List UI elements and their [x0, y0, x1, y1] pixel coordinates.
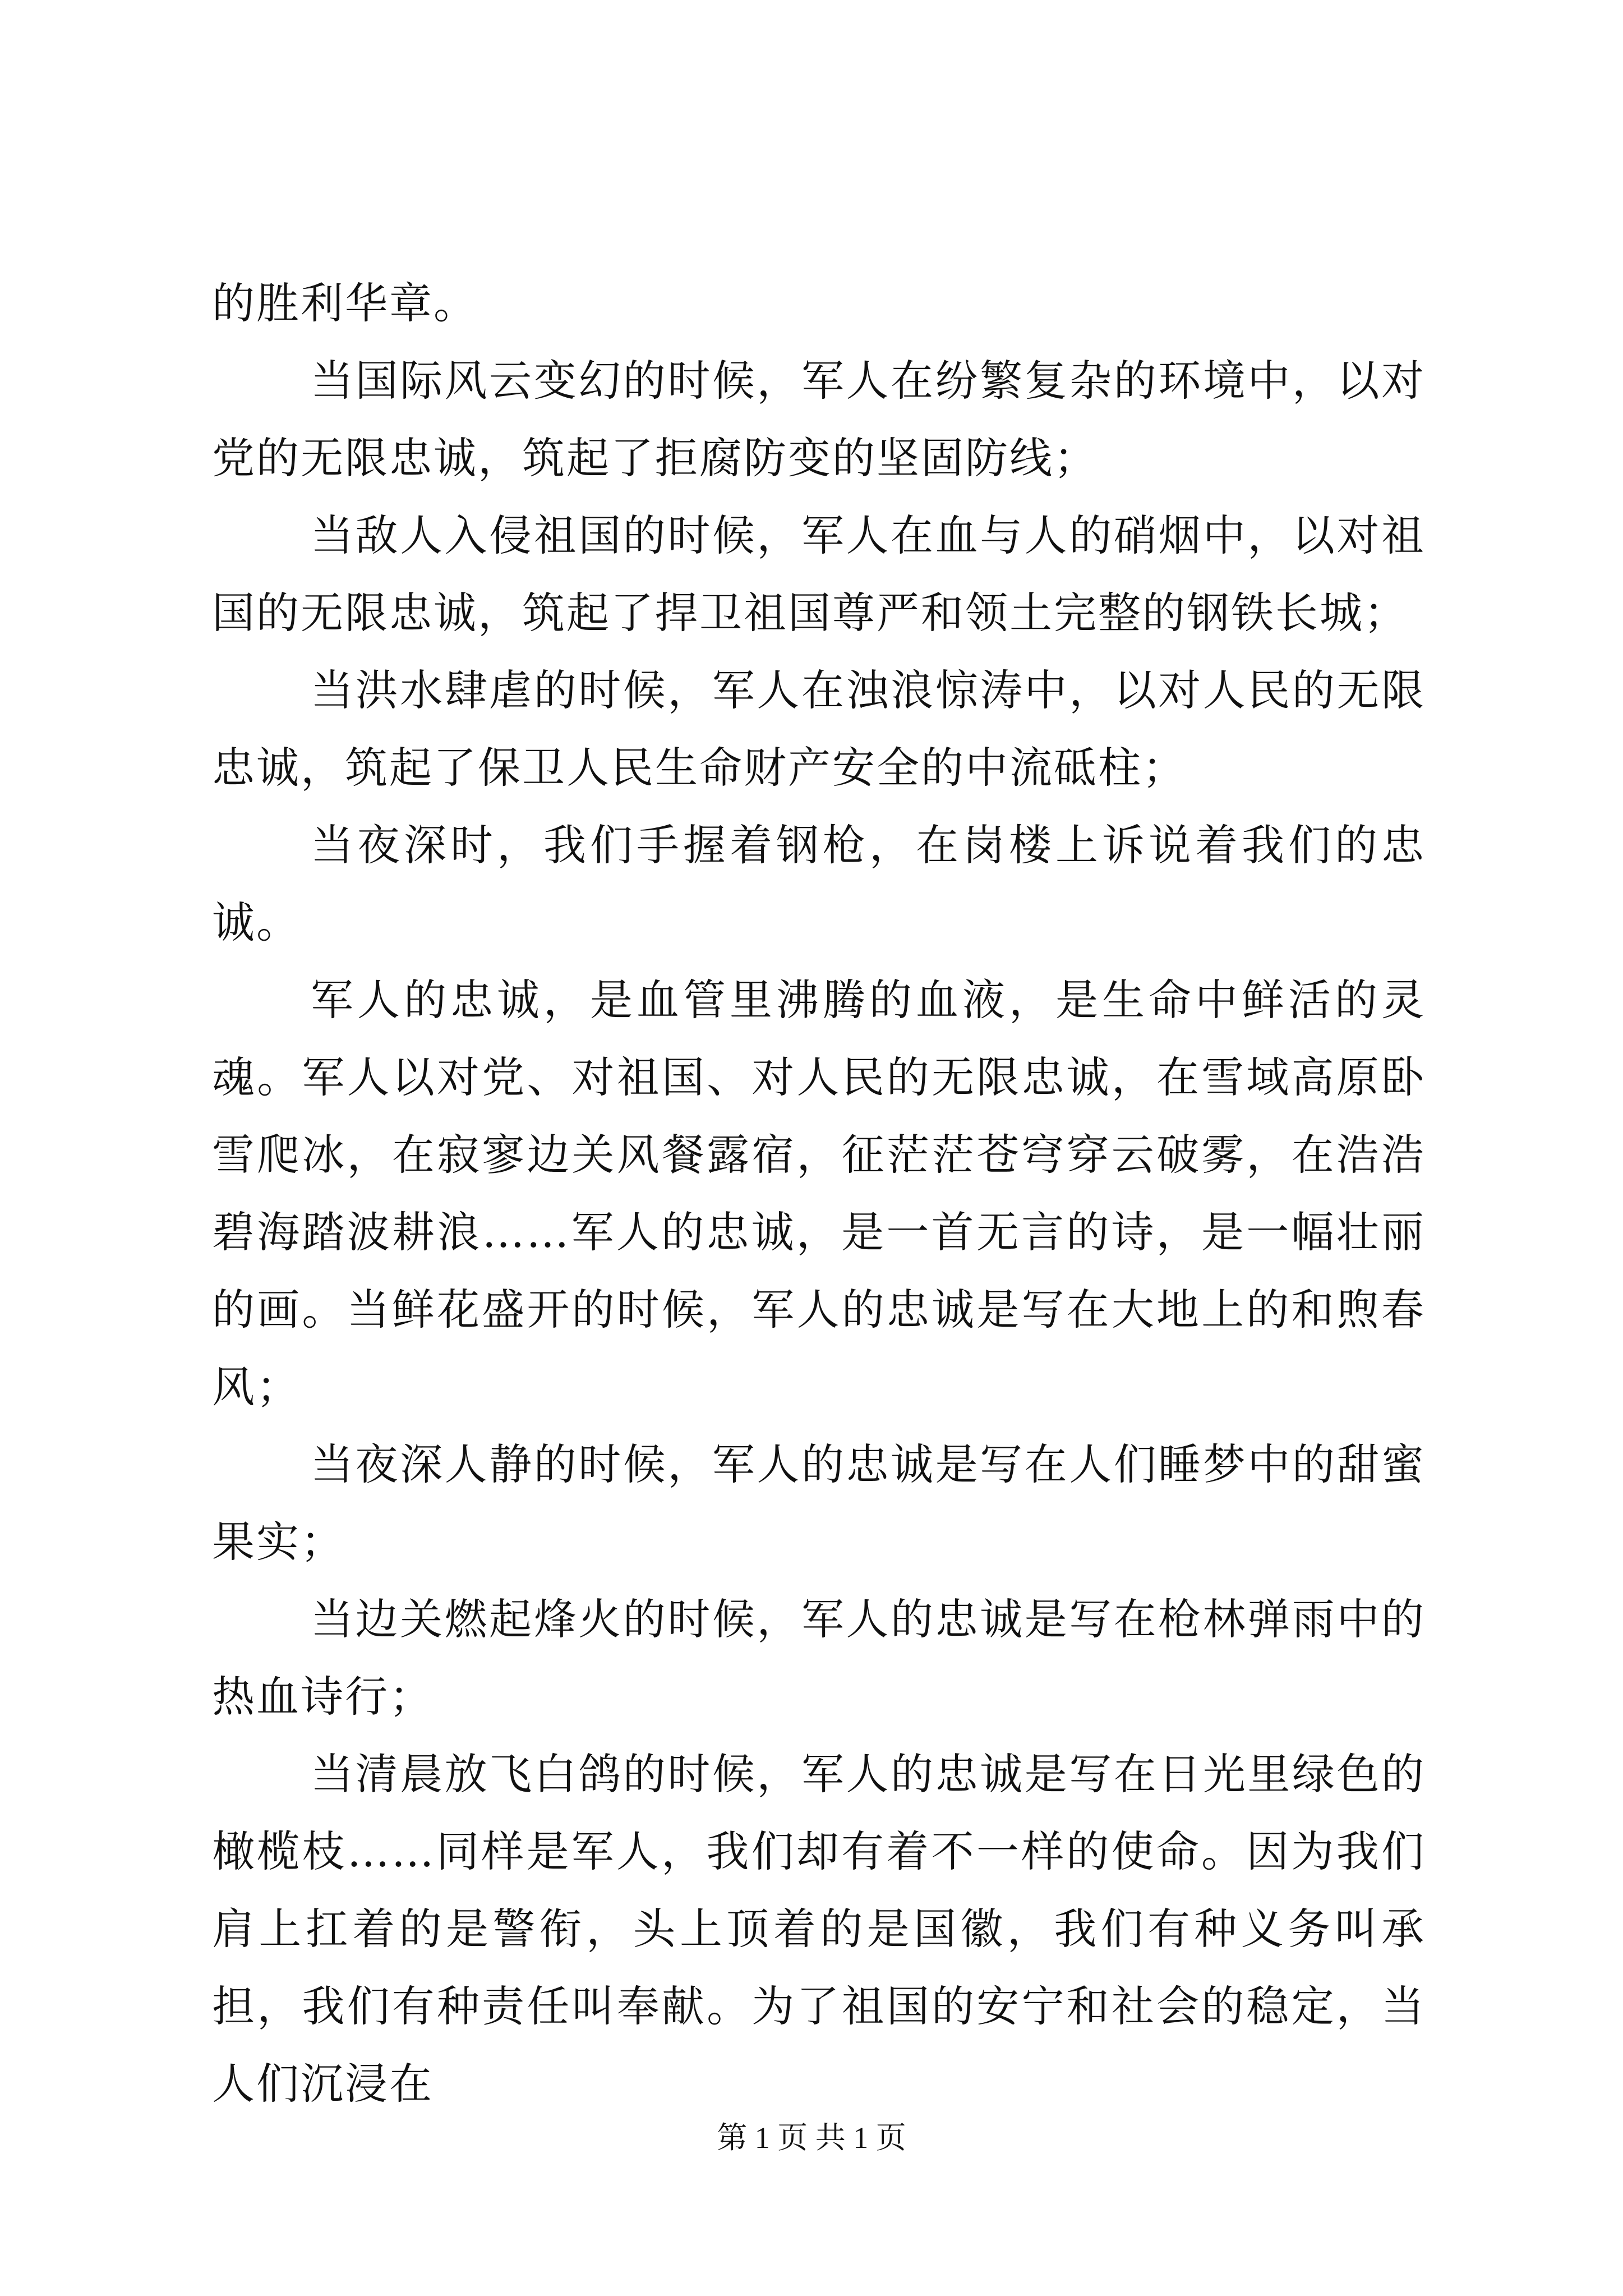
paragraph-quiet-night: 当夜深人静的时候，军人的忠诚是写在人们睡梦中的甜蜜果实；	[212, 1439, 1426, 1567]
paragraph-border-fire: 当边关燃起烽火的时候，军人的忠诚是写在枪林弹雨中的热血诗行；	[212, 1594, 1426, 1722]
document-body	[212, 265, 1426, 2123]
page-footer: 第 1 页 共 1 页	[717, 2121, 906, 2155]
paragraph-people-loyalty: 当洪水肆虐的时候，军人在浊浪惊涛中，以对人民的无限忠诚，筑起了保卫人民生命财产安全的中流砥柱；	[212, 665, 1426, 793]
paragraph-motherland-loyalty: 当敌人入侵祖国的时候，军人在血与人的硝烟中，以对祖国的无限忠诚，筑起了捍卫祖国尊严和领土完整的钢铁长城；	[212, 510, 1426, 638]
paragraph-white-doves: 当清晨放飞白鸽的时候，军人的忠诚是写在日光里绿色的橄榄枝……同样是军人，我们却有着不一样的使命。因为我们肩上扛着的是警衔，头上顶着的是国徽，我们有种义务叫承担，我们有种责任叫奉献。为了祖国的安宁和社会的稳定，当人们沉浸在	[212, 1749, 1426, 2109]
paragraph-continuation: 的胜利华章。	[212, 278, 478, 328]
paragraph-party-loyalty: 当国际风云变幻的时候，军人在纷繁复杂的环境中，以对党的无限忠诚，筑起了拒腐防变的坚固防线；	[212, 356, 1426, 483]
paragraph-soldier-loyalty: 军人的忠诚，是血管里沸腾的血液，是生命中鲜活的灵魂。军人以对党、对祖国、对人民的无限忠诚，在雪域高原卧雪爬冰，在寂寥边关风餐露宿，征茫茫苍穹穿云破雾，在浩浩碧海踏波耕浪……军人的忠诚，是一首无言的诗，是一幅壮丽的画。当鲜花盛开的时候，军人的忠诚是写在大地上的和煦春风；	[212, 975, 1426, 1412]
paragraph-night-watch: 当夜深时，我们手握着钢枪，在岗楼上诉说着我们的忠诚。	[212, 820, 1426, 947]
